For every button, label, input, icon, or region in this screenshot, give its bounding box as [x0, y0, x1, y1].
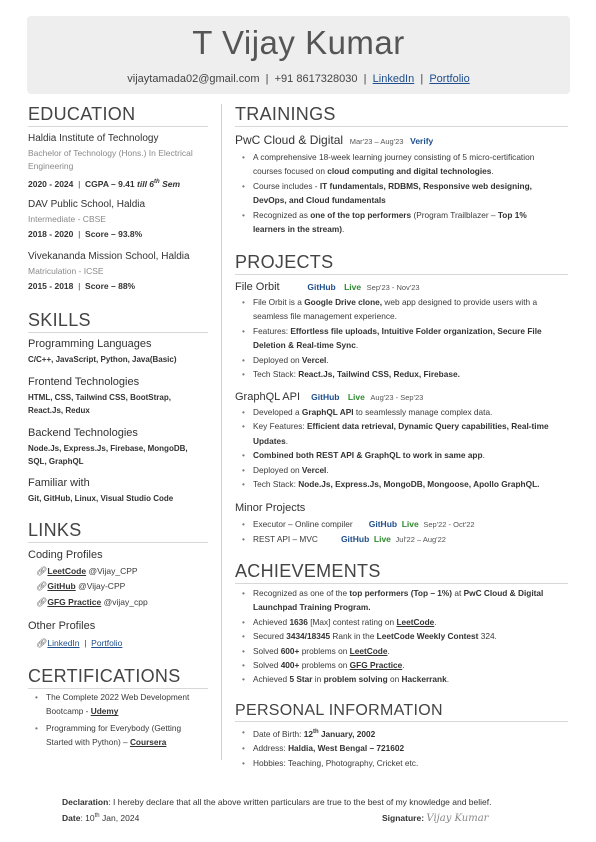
declaration-date: Date: 10th Jan, 2024 — [62, 813, 140, 823]
other-profiles: 🔗︎ LinkedIn | Portfolio — [36, 638, 123, 648]
file-orbit-bullets: • File Orbit is a Google Drive clone, web app designed to provide users with a seamless file management experience. • Features: Effortless file uploads, Intuitive Folder organization, Secure File Deletion & Real-time Sync. • Deployed on Vercel. • Tech Stack: React.Js, Tailwind CSS, Redux, Firebase. — [235, 295, 570, 381]
minor-projects-list: • Executor – Online compiler GitHub Live Sep'22 - Oct'22 • REST API – MVC GitHub Live Jul'22 – Aug'22 — [235, 517, 570, 548]
executor-github-link[interactable]: GitHub — [368, 519, 398, 529]
linkedin-link[interactable]: LinkedIn — [372, 73, 415, 85]
rest-api-github-link[interactable]: GitHub — [340, 534, 370, 545]
achievements-heading: ACHIEVEMENTS — [235, 561, 568, 584]
leetcode-link[interactable]: LeetCode — [47, 566, 87, 576]
certifications-heading: CERTIFICATIONS — [28, 666, 208, 689]
edu-years-2: 2018 - 2020 | Score – 93.8% — [28, 229, 143, 239]
link-icon: 🔗︎ — [36, 597, 48, 607]
portfolio-link[interactable]: Portfolio — [429, 73, 470, 85]
link-icon: 🔗︎ — [36, 581, 48, 591]
signature-block: Signature: Vijay Kumar — [382, 813, 489, 824]
executor-live-link[interactable]: Live — [401, 519, 419, 529]
leetcode-rating-link[interactable]: LeetCode — [396, 616, 435, 627]
trainings-heading: TRAININGS — [235, 104, 568, 127]
project-graphql-api: GraphQL API GitHub Live Aug'23 - Sep'23 — [235, 391, 424, 403]
link-icon: 🔗︎ — [36, 566, 48, 576]
graphql-live-link[interactable]: Live — [347, 392, 365, 402]
cert-item: • The Complete 2022 Web Development Bootcamp - Udemy — [28, 690, 213, 719]
email: vijaytamada02@gmail.com — [127, 73, 260, 85]
edu-org-1: Haldia Institute of Technology — [28, 133, 159, 144]
rest-api-live-link[interactable]: Live — [373, 534, 391, 545]
certifications-list — [28, 690, 213, 750]
education-heading: EDUCATION — [28, 104, 208, 127]
project-file-orbit: File Orbit GitHub Live Sep'23 - Nov'23 — [235, 281, 420, 293]
contact-line: vijaytamada02@gmail.com | +91 8617328030 | LinkedIn | Portfolio — [127, 73, 470, 85]
gfg-profile: 🔗︎ GFG Practice @vijay_cpp — [36, 597, 148, 607]
verify-link[interactable]: Verify — [410, 136, 434, 146]
github-link[interactable]: GitHub — [47, 581, 76, 591]
graphql-bullets: • Developed a GraphQL API to seamlessly manage complex data. • Key Features: Efficient data retrieval, Dynamic Query capabilities, Real-time Updates. • Combined both REST API & GraphQL to work in same app. • Deployed on Vercel. • Tech Stack: Node.Js, Express.Js, MongoDB, Mongoose, Apollo GraphQL. — [235, 405, 570, 491]
link-icon: 🔗︎ — [36, 638, 48, 648]
cert-item: • Programming for Everybody (Getting Started with Python) – Coursera — [28, 721, 213, 750]
candidate-name: T Vijay Kumar — [192, 24, 405, 61]
coursera-link[interactable]: Coursera — [129, 737, 167, 748]
portfolio-profile-link[interactable]: Portfolio — [91, 638, 123, 648]
phone: +91 8617328030 — [274, 73, 358, 85]
skills-heading: SKILLS — [28, 310, 208, 333]
edu-years-1: 2020 - 2024 | CGPA – 9.41 till 6th Sem — [28, 178, 181, 189]
declaration: Declaration: I hereby declare that all the above written particulars are true to the best of my knowledge and belief. — [62, 797, 492, 807]
training-bullets: • A comprehensive 18-week learning journey consisting of 5 micro-certification courses focused on cloud computing and digital technologies. • Course includes - IT fundamentals, RDBMS, Responsive web designing, DevOps, and Cloud fundamentals • Recognized as one of the top performers (Program Trailblazer – Top 1% learners in the stream). — [235, 150, 570, 236]
signature: Vijay Kumar — [426, 813, 489, 824]
gfg-solved-link[interactable]: GFG Practice — [349, 660, 403, 671]
graphql-github-link[interactable]: GitHub — [311, 392, 340, 402]
leetcode-solved-link[interactable]: LeetCode — [349, 645, 388, 656]
edu-years-3: 2015 - 2018 | Score – 88% — [28, 281, 136, 291]
gfg-link[interactable]: GFG Practice — [47, 597, 102, 607]
file-orbit-live-link[interactable]: Live — [344, 282, 362, 292]
minor-projects-title: Minor Projects — [235, 502, 306, 514]
edu-org-2: DAV Public School, Haldia — [28, 199, 146, 210]
udemy-link[interactable]: Udemy — [90, 706, 119, 717]
column-divider — [221, 104, 222, 760]
github-profile: 🔗︎ GitHub @Vijay-CPP — [36, 581, 126, 591]
header-banner — [27, 16, 570, 94]
achievements-list: • Recognized as one of the top performers (Top – 1%) at PwC Cloud & Digital Launchpad Training Program. • Achieved 1636 [Max] contest rating on LeetCode. • Secured 3434/18345 Rank in the LeetCode Weekly Contest 324. • Solved 600+ problems on LeetCode. • Solved 400+ problems on GFG Practice. • Achieved 5 Star in problem solving on Hackerrank. — [235, 586, 570, 687]
links-heading: LINKS — [28, 520, 208, 543]
file-orbit-github-link[interactable]: GitHub — [307, 282, 336, 292]
personal-heading: PERSONAL INFORMATION — [235, 702, 568, 722]
edu-org-3: Vivekananda Mission School, Haldia — [28, 251, 190, 262]
projects-heading: PROJECTS — [235, 252, 568, 275]
leetcode-profile: 🔗︎ LeetCode @Vijay_CPP — [36, 566, 138, 576]
training-title: PwC Cloud & Digital Mar'23 – Aug'23 Verify — [235, 133, 434, 147]
personal-list: • Date of Birth: 12th January, 2002 • Address: Haldia, West Bengal – 721602 • Hobbies: Teaching, Photography, Cricket etc. — [235, 725, 570, 770]
linkedin-profile-link[interactable]: LinkedIn — [47, 638, 80, 648]
